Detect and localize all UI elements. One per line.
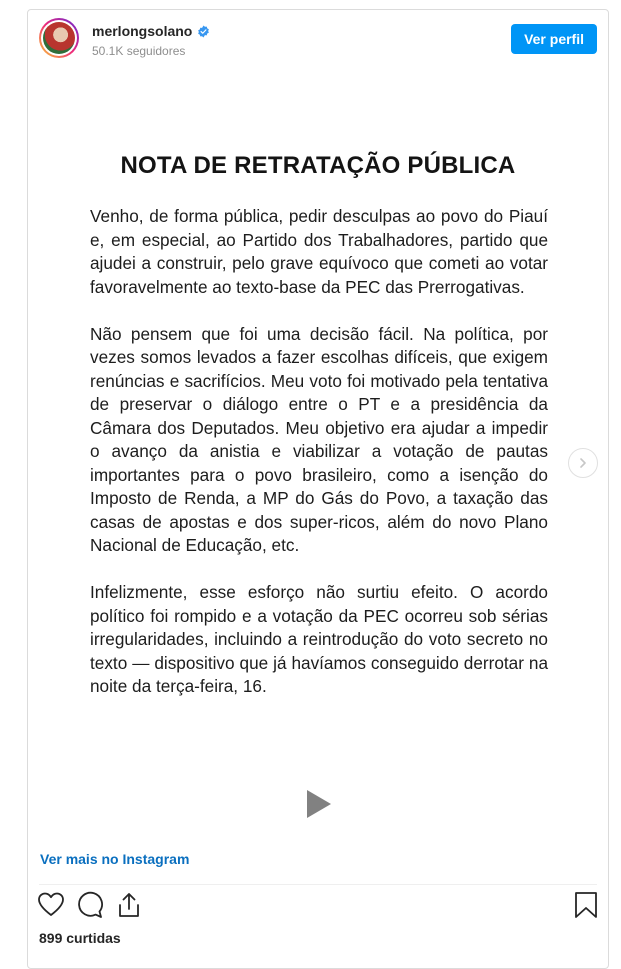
bookmark-icon[interactable] — [572, 890, 600, 920]
post-paragraph: Não pensem que foi uma decisão fácil. Na política, por vezes somos levados a fazer escolhas difíceis, que exigem renúncias e sacrifícios. Meu voto foi motivado pela tentativa de preservar o diálogo entre o PT e a presidência da Câmara dos Deputados. Meu objetivo era ajudar a impedir o avanço da anistia e viabilizar a votação de pautas importantes para o povo brasileiro, como a isenção do Imposto de Renda, a MP do Gás do Povo, a taxação das casas de apostas e dos super-ricos, além do novo Plano Nacional de Educação, etc. — [90, 323, 548, 555]
view-profile-button[interactable]: Ver perfil — [511, 24, 597, 54]
post-header — [28, 10, 608, 68]
next-slide-button[interactable] — [568, 448, 598, 478]
likes-count[interactable]: 899 curtidas — [39, 930, 121, 946]
post-body — [90, 205, 548, 722]
username-row[interactable] — [92, 23, 210, 39]
post-media[interactable] — [28, 68, 608, 838]
view-more-on-instagram-link[interactable]: Ver mais no Instagram — [40, 851, 190, 867]
post-paragraph: Infelizmente, esse esforço não surtiu efeito. O acordo político foi rompido e a votação da PEC ocorreu sob sérias irregularidades, incluindo a reintrodução do voto secreto no texto — dispositivo que já havíamos conseguido derrotar na noite da terça-feira, 16. — [90, 582, 548, 696]
heart-icon[interactable] — [37, 890, 65, 920]
divider — [39, 884, 597, 885]
post-title: NOTA DE RETRATAÇÃO PÚBLICA — [120, 152, 516, 179]
verified-badge-icon — [197, 25, 210, 38]
play-icon[interactable] — [304, 788, 334, 820]
avatar-ring — [41, 20, 77, 56]
user-info — [92, 23, 210, 58]
username[interactable]: merlongsolano — [92, 23, 193, 39]
avatar-image — [43, 22, 75, 54]
comment-icon[interactable] — [76, 890, 104, 920]
instagram-embed-card — [27, 9, 609, 969]
followers-count: 50.1K seguidores — [92, 44, 186, 58]
post-paragraph: Venho, de forma pública, pedir desculpas ao povo do Piauí e, em especial, ao Partido dos Trabalhadores, partido que ajudei a construir, pelo grave equívoco que cometi ao votar favoravelmente ao texto-base da PEC das Prerrogativas. — [90, 206, 548, 297]
avatar[interactable] — [39, 18, 79, 58]
action-bar — [28, 890, 608, 926]
chevron-right-icon — [577, 457, 589, 469]
share-icon[interactable] — [115, 890, 143, 920]
